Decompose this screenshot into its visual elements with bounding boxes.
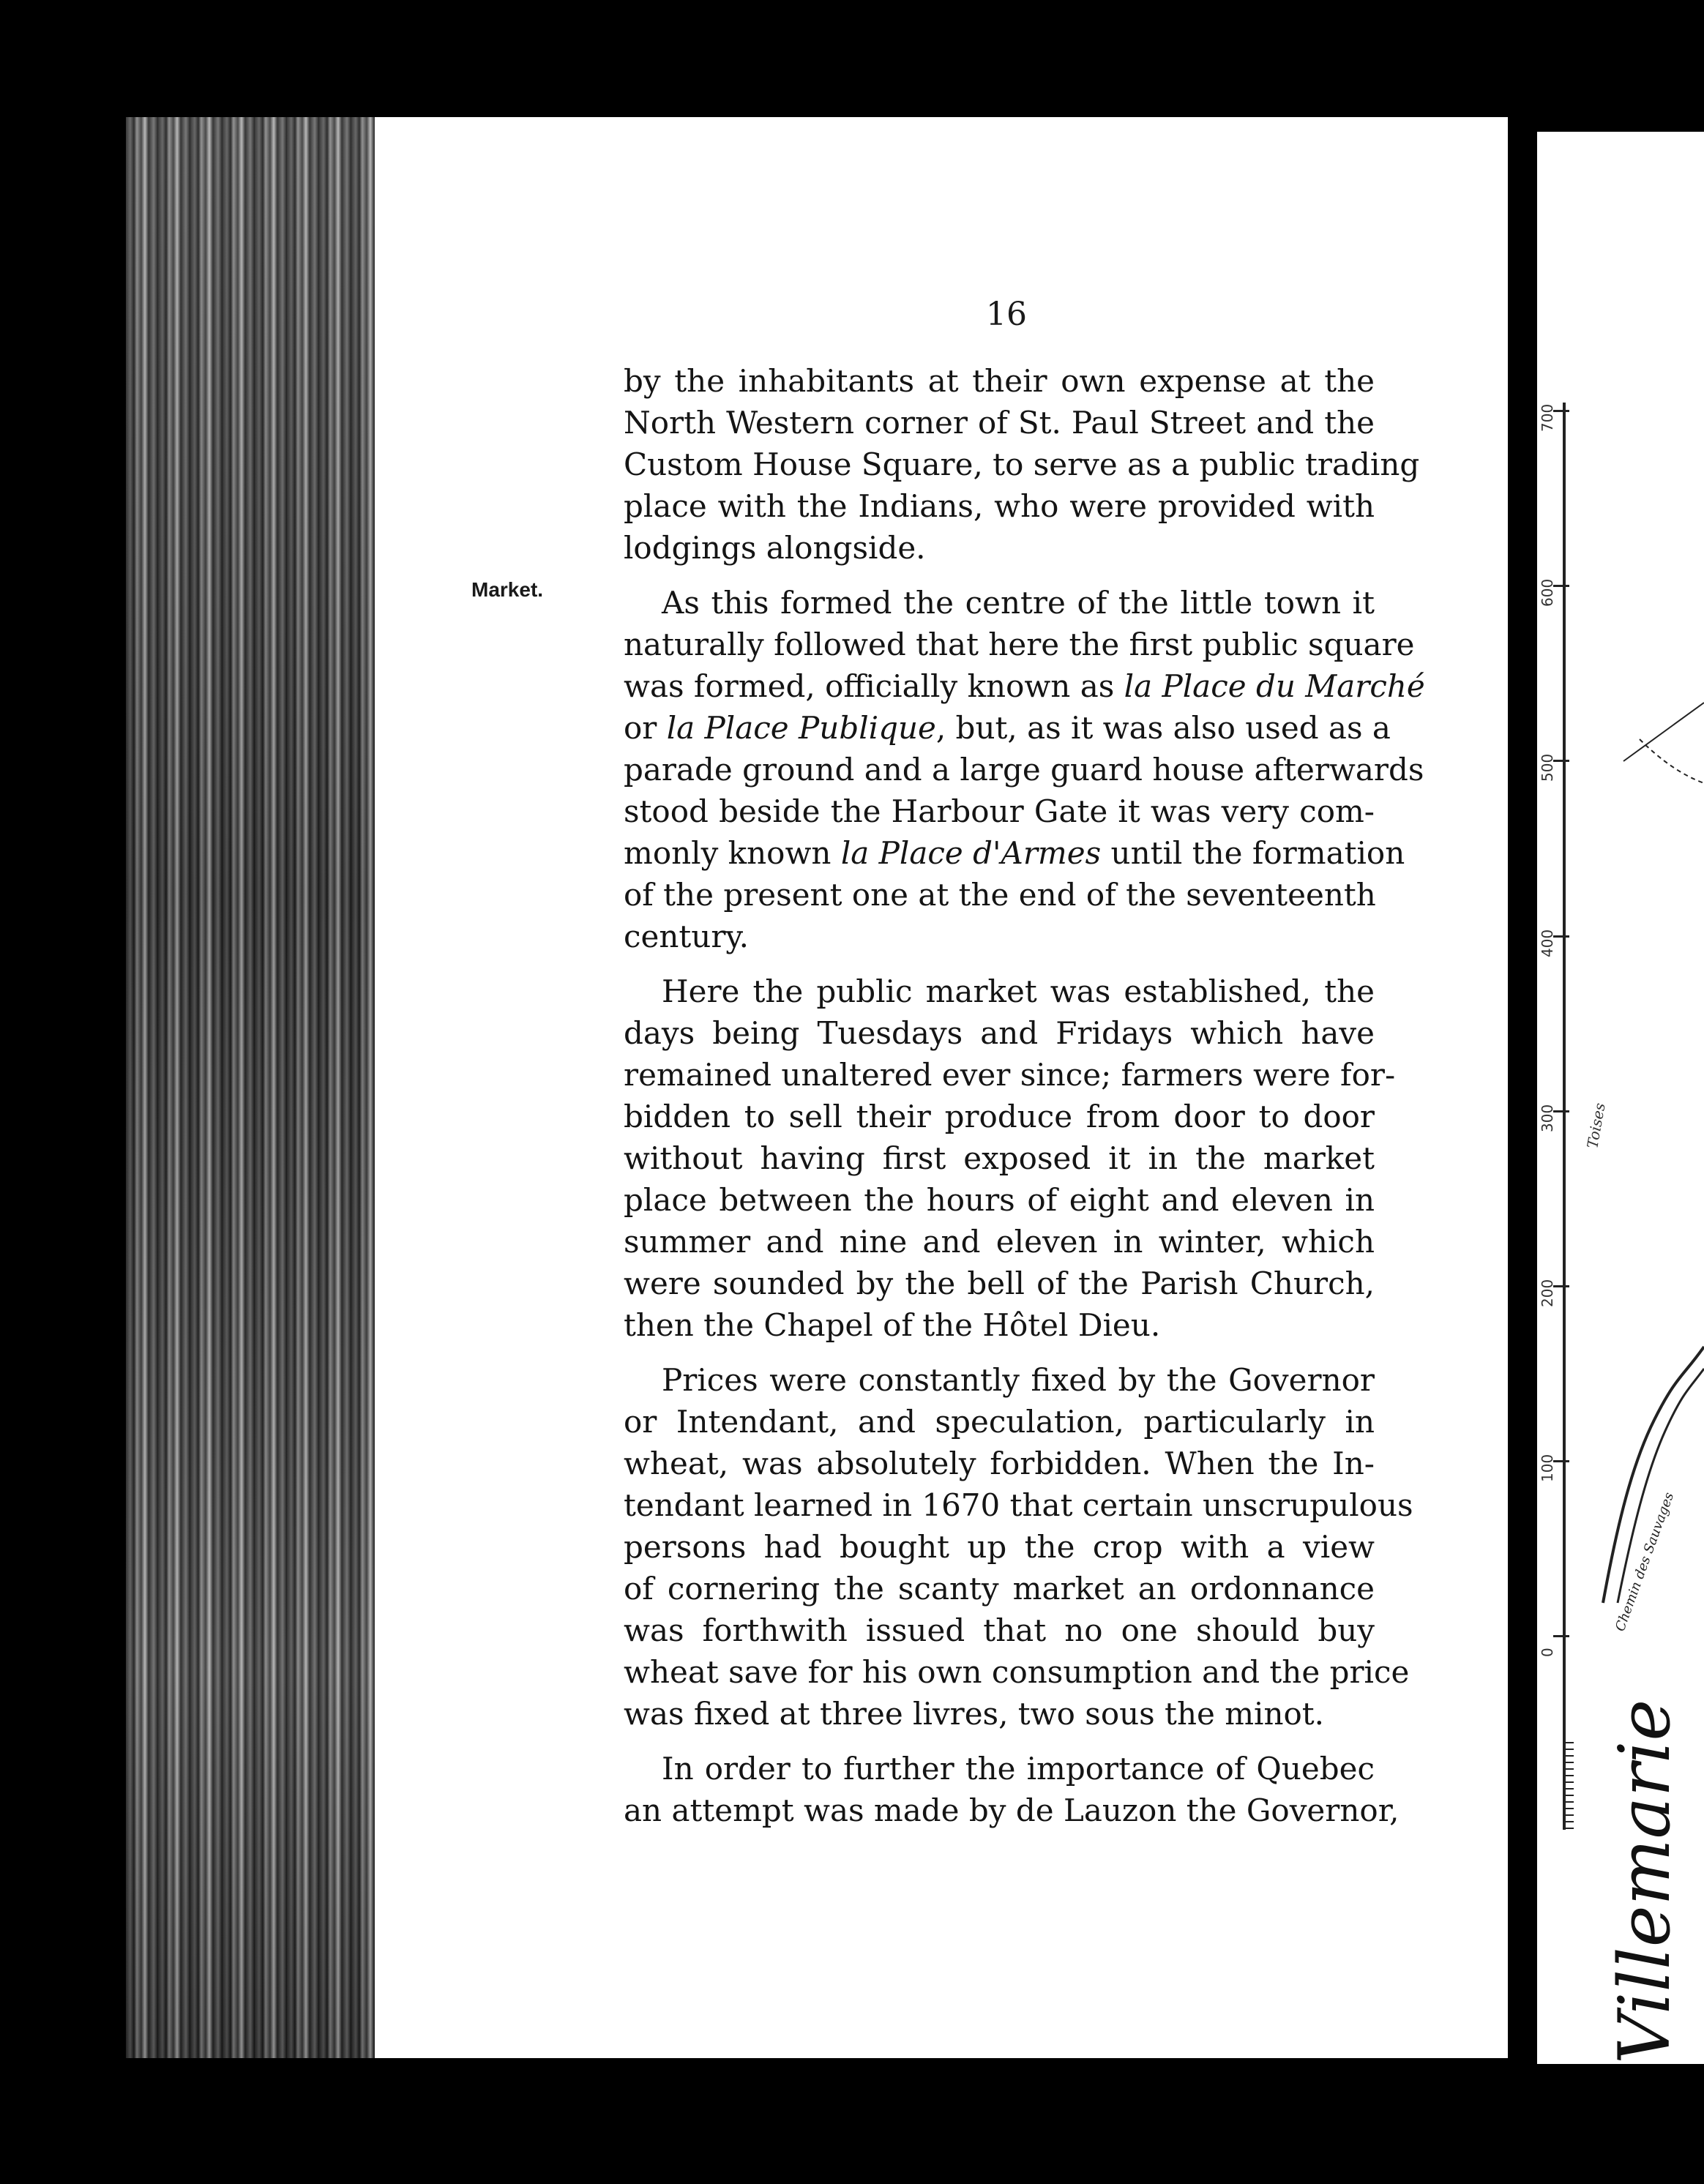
ruler-label: 0 [1539,1648,1556,1658]
text-line: North Western corner of St. Paul Street and the [624,405,1375,441]
book-fore-edge-shade [126,117,375,2058]
ruler-minor-tick [1565,1755,1574,1757]
ruler-minor-tick [1565,1828,1574,1829]
map-scale-label: Toises [1583,1102,1609,1150]
text-line: was forthwith issued that no one should buy [624,1612,1375,1648]
ruler-label: 400 [1539,929,1556,957]
text-line: bidden to sell their produce from door to door [624,1099,1375,1134]
text-line: place with the Indians, who were provided with [624,488,1375,524]
map-drawing [1537,132,1704,2064]
text-fragment: until the formation [1101,835,1405,871]
text-fragment: was formed, officially known as [624,668,1124,704]
ruler-minor-tick [1565,1788,1574,1790]
text-line: persons had bought up the crop with a view [624,1529,1375,1565]
right-page-map-fragment [1537,132,1704,2064]
ruler-minor-tick [1565,1795,1574,1796]
text-fragment: monly known [624,835,841,871]
ruler-minor-tick [1565,1762,1574,1763]
text-fragment: , but, as it was also used as a [935,710,1391,746]
ruler-minor-tick [1565,1742,1574,1743]
italic-place-publique: la Place Publique [666,710,936,746]
ruler-minor-tick [1565,1749,1574,1750]
ruler-minor-tick [1565,1801,1574,1803]
text-line: without having first exposed it in the market [624,1140,1375,1176]
text-line: by the inhabitants at their own expense at the [624,363,1375,399]
text-line [624,707,1391,749]
text-line: or Intendant, and speculation, particularly in [624,1404,1375,1440]
text-line: Here the public market was established, the [662,973,1375,1009]
paragraph-5 [624,1748,1400,1831]
text-line [624,832,1405,874]
ruler-minor-tick [1565,1821,1574,1822]
text-line: summer and nine and eleven in winter, which [624,1224,1375,1260]
body-text [624,360,1425,1831]
text-line: stood beside the Harbour Gate it was very com- [624,793,1375,829]
ruler-label: 100 [1539,1454,1556,1483]
text-line: wheat, was absolutely forbidden. When the In- [624,1446,1375,1481]
ruler-minor-tick [1565,1768,1574,1770]
margin-note-market: Market. [471,578,544,601]
ruler-label: 300 [1539,1104,1556,1132]
ruler-label: 700 [1539,403,1556,432]
map-line-diagonal [1640,739,1704,783]
paragraph-2 [624,582,1425,957]
text-line: Custom House Square, to serve as a public trading [624,446,1420,482]
text-line: were sounded by the bell of the Parish Church, [624,1265,1375,1301]
text-line: remained unaltered ever since; farmers were for- [624,1057,1396,1093]
text-line: Prices were constantly fixed by the Governor [662,1362,1375,1398]
ruler-minor-tick [1565,1814,1574,1816]
text-line: wheat save for his own consumption and the price [624,1654,1410,1690]
text-line: lodgings alongside. [624,530,926,566]
text-line: tendant learned in 1670 that certain unscrupulous [624,1487,1413,1523]
text-line: of the present one at the end of the seventeenth [624,877,1376,913]
map-line-diagonal [1623,703,1704,761]
ruler-minor-tick [1565,1775,1574,1776]
map-title-villemarie: Villemarie [1604,1699,1686,2064]
text-line: then the Chapel of the Hôtel Dieu. [624,1307,1161,1343]
text-line: an attempt was made by de Lauzon the Governor, [624,1792,1400,1828]
paragraph-1 [624,360,1420,569]
paragraph-3 [624,971,1396,1346]
ruler-label: 200 [1539,1279,1556,1307]
text-line: place between the hours of eight and eleven in [624,1182,1375,1218]
ruler-minor-tick [1565,1808,1574,1809]
ruler-label: 500 [1539,754,1556,782]
paragraph-4 [624,1359,1413,1735]
text-line: was fixed at three livres, two sous the minot. [624,1696,1325,1732]
text-line: naturally followed that here the first public square [624,627,1415,662]
text-line: days being Tuesdays and Fridays which have [624,1015,1375,1051]
ruler-label: 600 [1539,579,1556,607]
map-line-road [1603,1347,1704,1603]
text-line: of cornering the scanty market an ordonnance [624,1571,1375,1607]
text-line: parade ground and a large guard house afterwards [624,752,1424,788]
page-number: 16 [986,296,1027,333]
text-line [624,665,1425,707]
text-fragment: or [624,710,667,746]
ruler-major-tick [1553,1635,1569,1637]
text-line: In order to further the importance of Quebec [662,1751,1375,1787]
map-road-label: Chemin des Sauvages [1612,1490,1678,1634]
text-line: As this formed the centre of the little town it [662,585,1375,621]
italic-place-d-armes: la Place d'Armes [840,835,1102,871]
italic-place-du-marche: la Place du Marché [1124,668,1425,704]
ruler-minor-tick [1565,1781,1574,1783]
text-line: century. [624,919,749,954]
